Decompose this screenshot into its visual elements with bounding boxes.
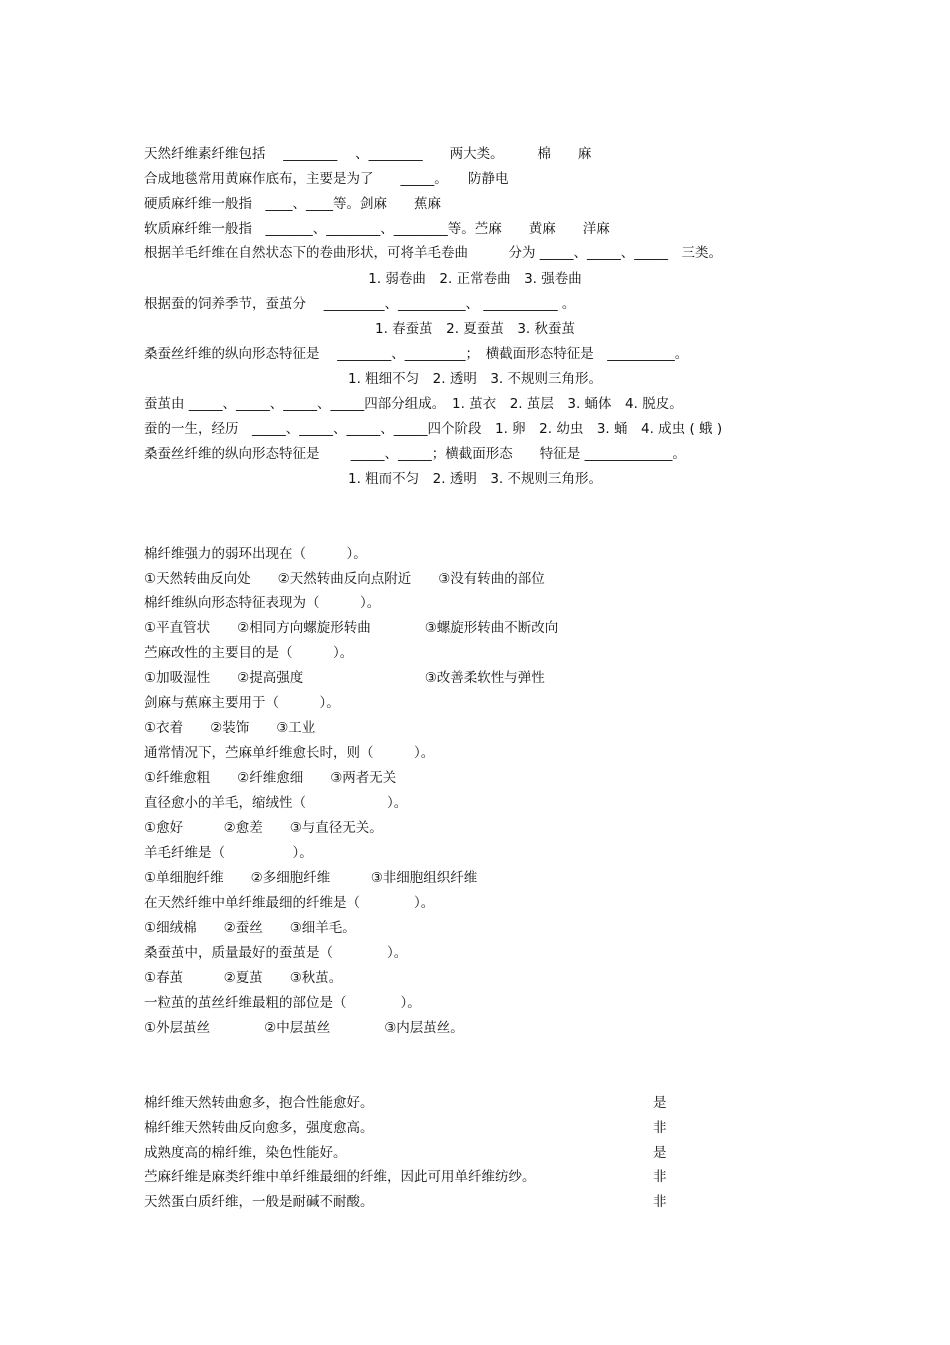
tf-answer: 非 bbox=[653, 1120, 667, 1136]
tf-statement: 棉纤维天然转曲反向愈多，强度愈高。 bbox=[144, 1120, 374, 1136]
tf-answer: 是 bbox=[653, 1145, 667, 1161]
choice-question: 在天然纤维中单纤维最细的纤维是（ ）。 bbox=[144, 895, 435, 911]
choice-question: 通常情况下，苎麻单纤维愈长时，则（ ）。 bbox=[144, 745, 435, 761]
choice-options: ①春茧 ②夏茧 ③秋茧。 bbox=[144, 970, 343, 986]
choice-question: 一粒茧的茧丝纤维最粗的部位是（ ）。 bbox=[144, 995, 421, 1011]
choice-options: ①外层茧丝 ②中层茧丝 ③内层茧丝。 bbox=[144, 1020, 464, 1036]
tf-answer: 是 bbox=[653, 1095, 667, 1111]
tf-statement: 棉纤维天然转曲愈多，抱合性能愈好。 bbox=[144, 1095, 374, 1111]
choice-question: 苎麻改性的主要目的是（ ）。 bbox=[144, 645, 354, 661]
fill-blank-line: 天然纤维素纤维包括 ________ 、________ 两大类。 棉 麻 bbox=[144, 146, 592, 162]
tf-answer: 非 bbox=[653, 1169, 667, 1185]
fill-blank-answer: 1. 弱卷曲 2. 正常卷曲 3. 强卷曲 bbox=[368, 271, 582, 287]
choice-question: 直径愈小的羊毛，缩绒性（ ）。 bbox=[144, 795, 408, 811]
choice-options: ①平直管状 ②相同方向螺旋形转曲 ③螺旋形转曲不断改向 bbox=[144, 620, 559, 636]
fill-blank-line: 硬质麻纤维一般指 ____、____等。剑麻 蕉麻 bbox=[144, 196, 441, 212]
choice-options: ①衣着 ②装饰 ③工业 bbox=[144, 720, 316, 736]
fill-blank-line: 软质麻纤维一般指 _______、________、________等。苎麻 黄麻 洋麻 bbox=[144, 221, 610, 237]
choice-question: 桑蚕茧中，质量最好的蚕茧是（ ）。 bbox=[144, 945, 408, 961]
choice-options: ①细绒棉 ②蚕丝 ③细羊毛。 bbox=[144, 920, 356, 936]
fill-blank-line: 根据蚕的饲养季节，蚕茧分 _________、__________、 ___________ 。 bbox=[144, 296, 576, 312]
tf-statement: 天然蛋白质纤维，一般是耐碱不耐酸。 bbox=[144, 1194, 374, 1210]
fill-blank-line: 桑蚕丝纤维的纵向形态特征是 _____、_____；横截面形态 特征是 _____________。 bbox=[144, 446, 686, 462]
fill-blank-line: 蚕茧由 _____、_____、_____、_____四部分组成。 1. 茧衣 2. 茧层 3. 蛹体 4. 脱皮。 bbox=[144, 396, 683, 412]
choice-options: ①单细胞纤维 ②多细胞纤维 ③非细胞组织纤维 bbox=[144, 870, 478, 886]
tf-statement: 成熟度高的棉纤维，染色性能好。 bbox=[144, 1145, 347, 1161]
tf-answer: 非 bbox=[653, 1194, 667, 1210]
fill-blank-answer: 1. 粗细不匀 2. 透明 3. 不规则三角形。 bbox=[347, 371, 602, 387]
choice-options: ①加吸湿性 ②提高强度 ③改善柔软性与弹性 bbox=[144, 670, 545, 686]
choice-question: 羊毛纤维是（ ）。 bbox=[144, 845, 313, 861]
choice-question: 剑麻与蕉麻主要用于（ ）。 bbox=[144, 695, 340, 711]
choice-question: 棉纤维纵向形态特征表现为（ ）。 bbox=[144, 595, 381, 611]
fill-blank-line: 蚕的一生，经历 _____、_____、_____、_____四个阶段 1. 卵 2. 幼虫 3. 蛹 4. 成虫 ( 蛾 ) bbox=[144, 421, 723, 437]
fill-blank-line: 桑蚕丝纤维的纵向形态特征是 ________、_________； 横截面形态特征是 __________。 bbox=[144, 346, 689, 362]
fill-blank-answer: 1. 粗而不匀 2. 透明 3. 不规则三角形。 bbox=[347, 471, 602, 487]
choice-question: 棉纤维强力的弱环出现在（ ）。 bbox=[144, 546, 367, 562]
fill-blank-answer: 1. 春蚕茧 2. 夏蚕茧 3. 秋蚕茧 bbox=[374, 321, 575, 337]
choice-options: ①纤维愈粗 ②纤维愈细 ③两者无关 bbox=[144, 770, 397, 786]
tf-statement: 苎麻纤维是麻类纤维中单纤维最细的纤维，因此可用单纤维纺纱。 bbox=[144, 1169, 536, 1185]
choice-options: ①天然转曲反向处 ②天然转曲反向点附近 ③没有转曲的部位 bbox=[144, 571, 545, 587]
choice-options: ①愈好 ②愈差 ③与直径无关。 bbox=[144, 820, 383, 836]
fill-blank-line: 合成地毯常用黄麻作底布，主要是为了 _____。 防静电 bbox=[144, 171, 509, 187]
fill-blank-line: 根据羊毛纤维在自然状态下的卷曲形状，可将羊毛卷曲 分为 _____、_____、_____ 三类。 bbox=[144, 245, 723, 261]
